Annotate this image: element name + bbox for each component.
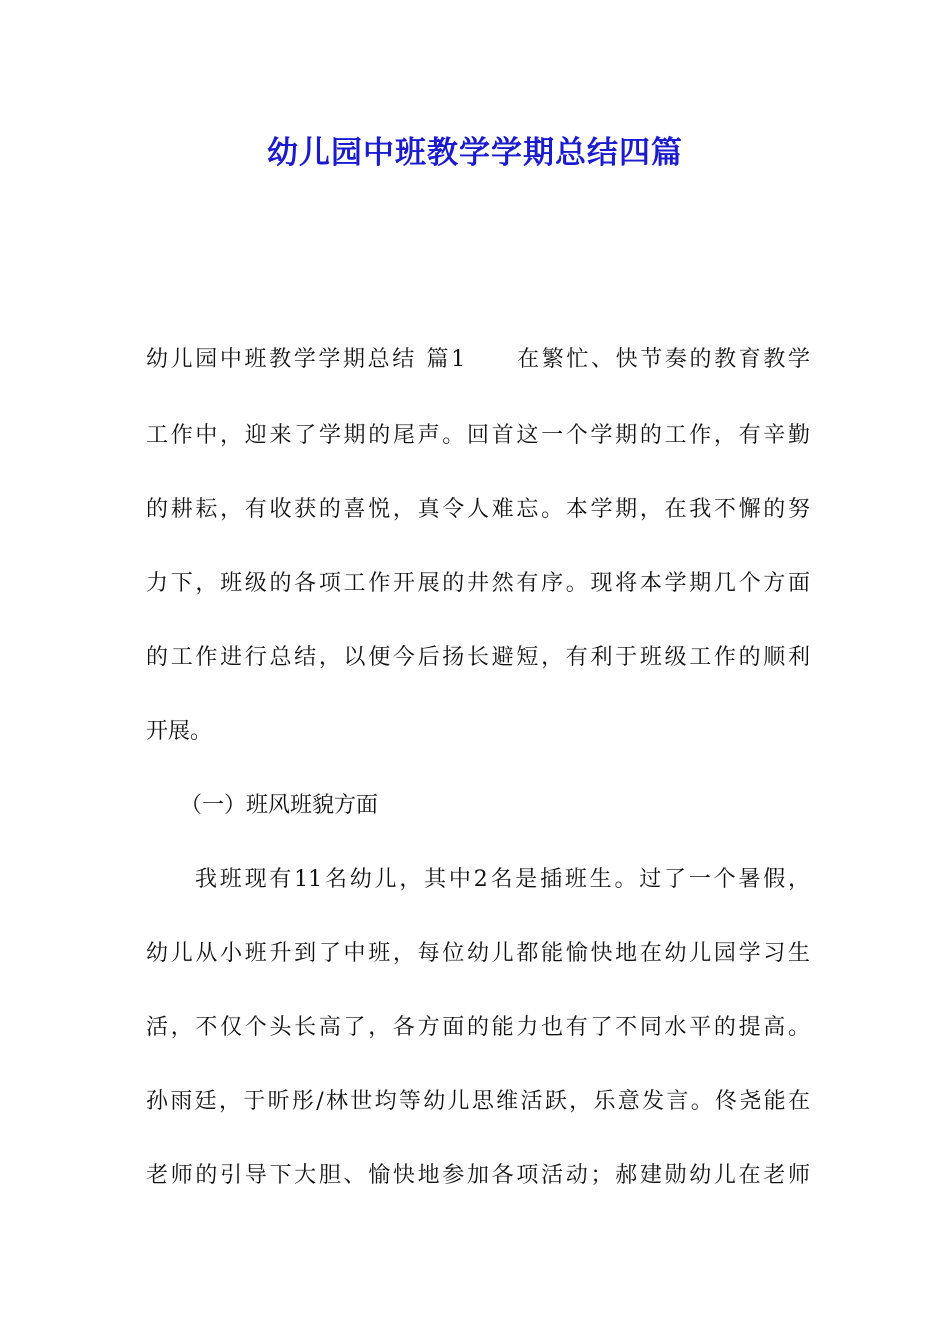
body-line: 活，不仅个头长高了，各方面的能力也有了不同水平的提高。 <box>146 1015 810 1040</box>
body-line: 我班现有11名幼儿，其中2名是插班生。过了一个暑假， <box>195 867 810 892</box>
body-line: 幼儿园中班教学学期总结 篇1 在繁忙、快节奏的教育教学 <box>146 347 810 372</box>
body-line: 开展。 <box>146 719 213 744</box>
body-line: 力下，班级的各项工作开展的井然有序。现将本学期几个方面 <box>146 571 810 596</box>
body-line: 孙雨廷，于昕彤/林世均等幼儿思维活跃，乐意发言。佟尧能在 <box>146 1089 810 1114</box>
document-title: 幼儿园中班教学学期总结四篇 <box>267 135 683 171</box>
section-heading: （一）班风班貌方面 <box>180 793 379 818</box>
body-line: 的工作进行总结，以便今后扬长避短，有利于班级工作的顺利 <box>146 645 810 670</box>
body-line: 的耕耘，有收获的喜悦，真令人难忘。本学期，在我不懈的努 <box>146 497 810 522</box>
body-line: 老师的引导下大胆、愉快地参加各项活动；郝建勋幼儿在老师 <box>146 1163 810 1188</box>
body-line: 幼儿从小班升到了中班，每位幼儿都能愉快地在幼儿园学习生 <box>146 941 810 966</box>
body-line: 工作中，迎来了学期的尾声。回首这一个学期的工作，有辛勤 <box>146 423 810 448</box>
